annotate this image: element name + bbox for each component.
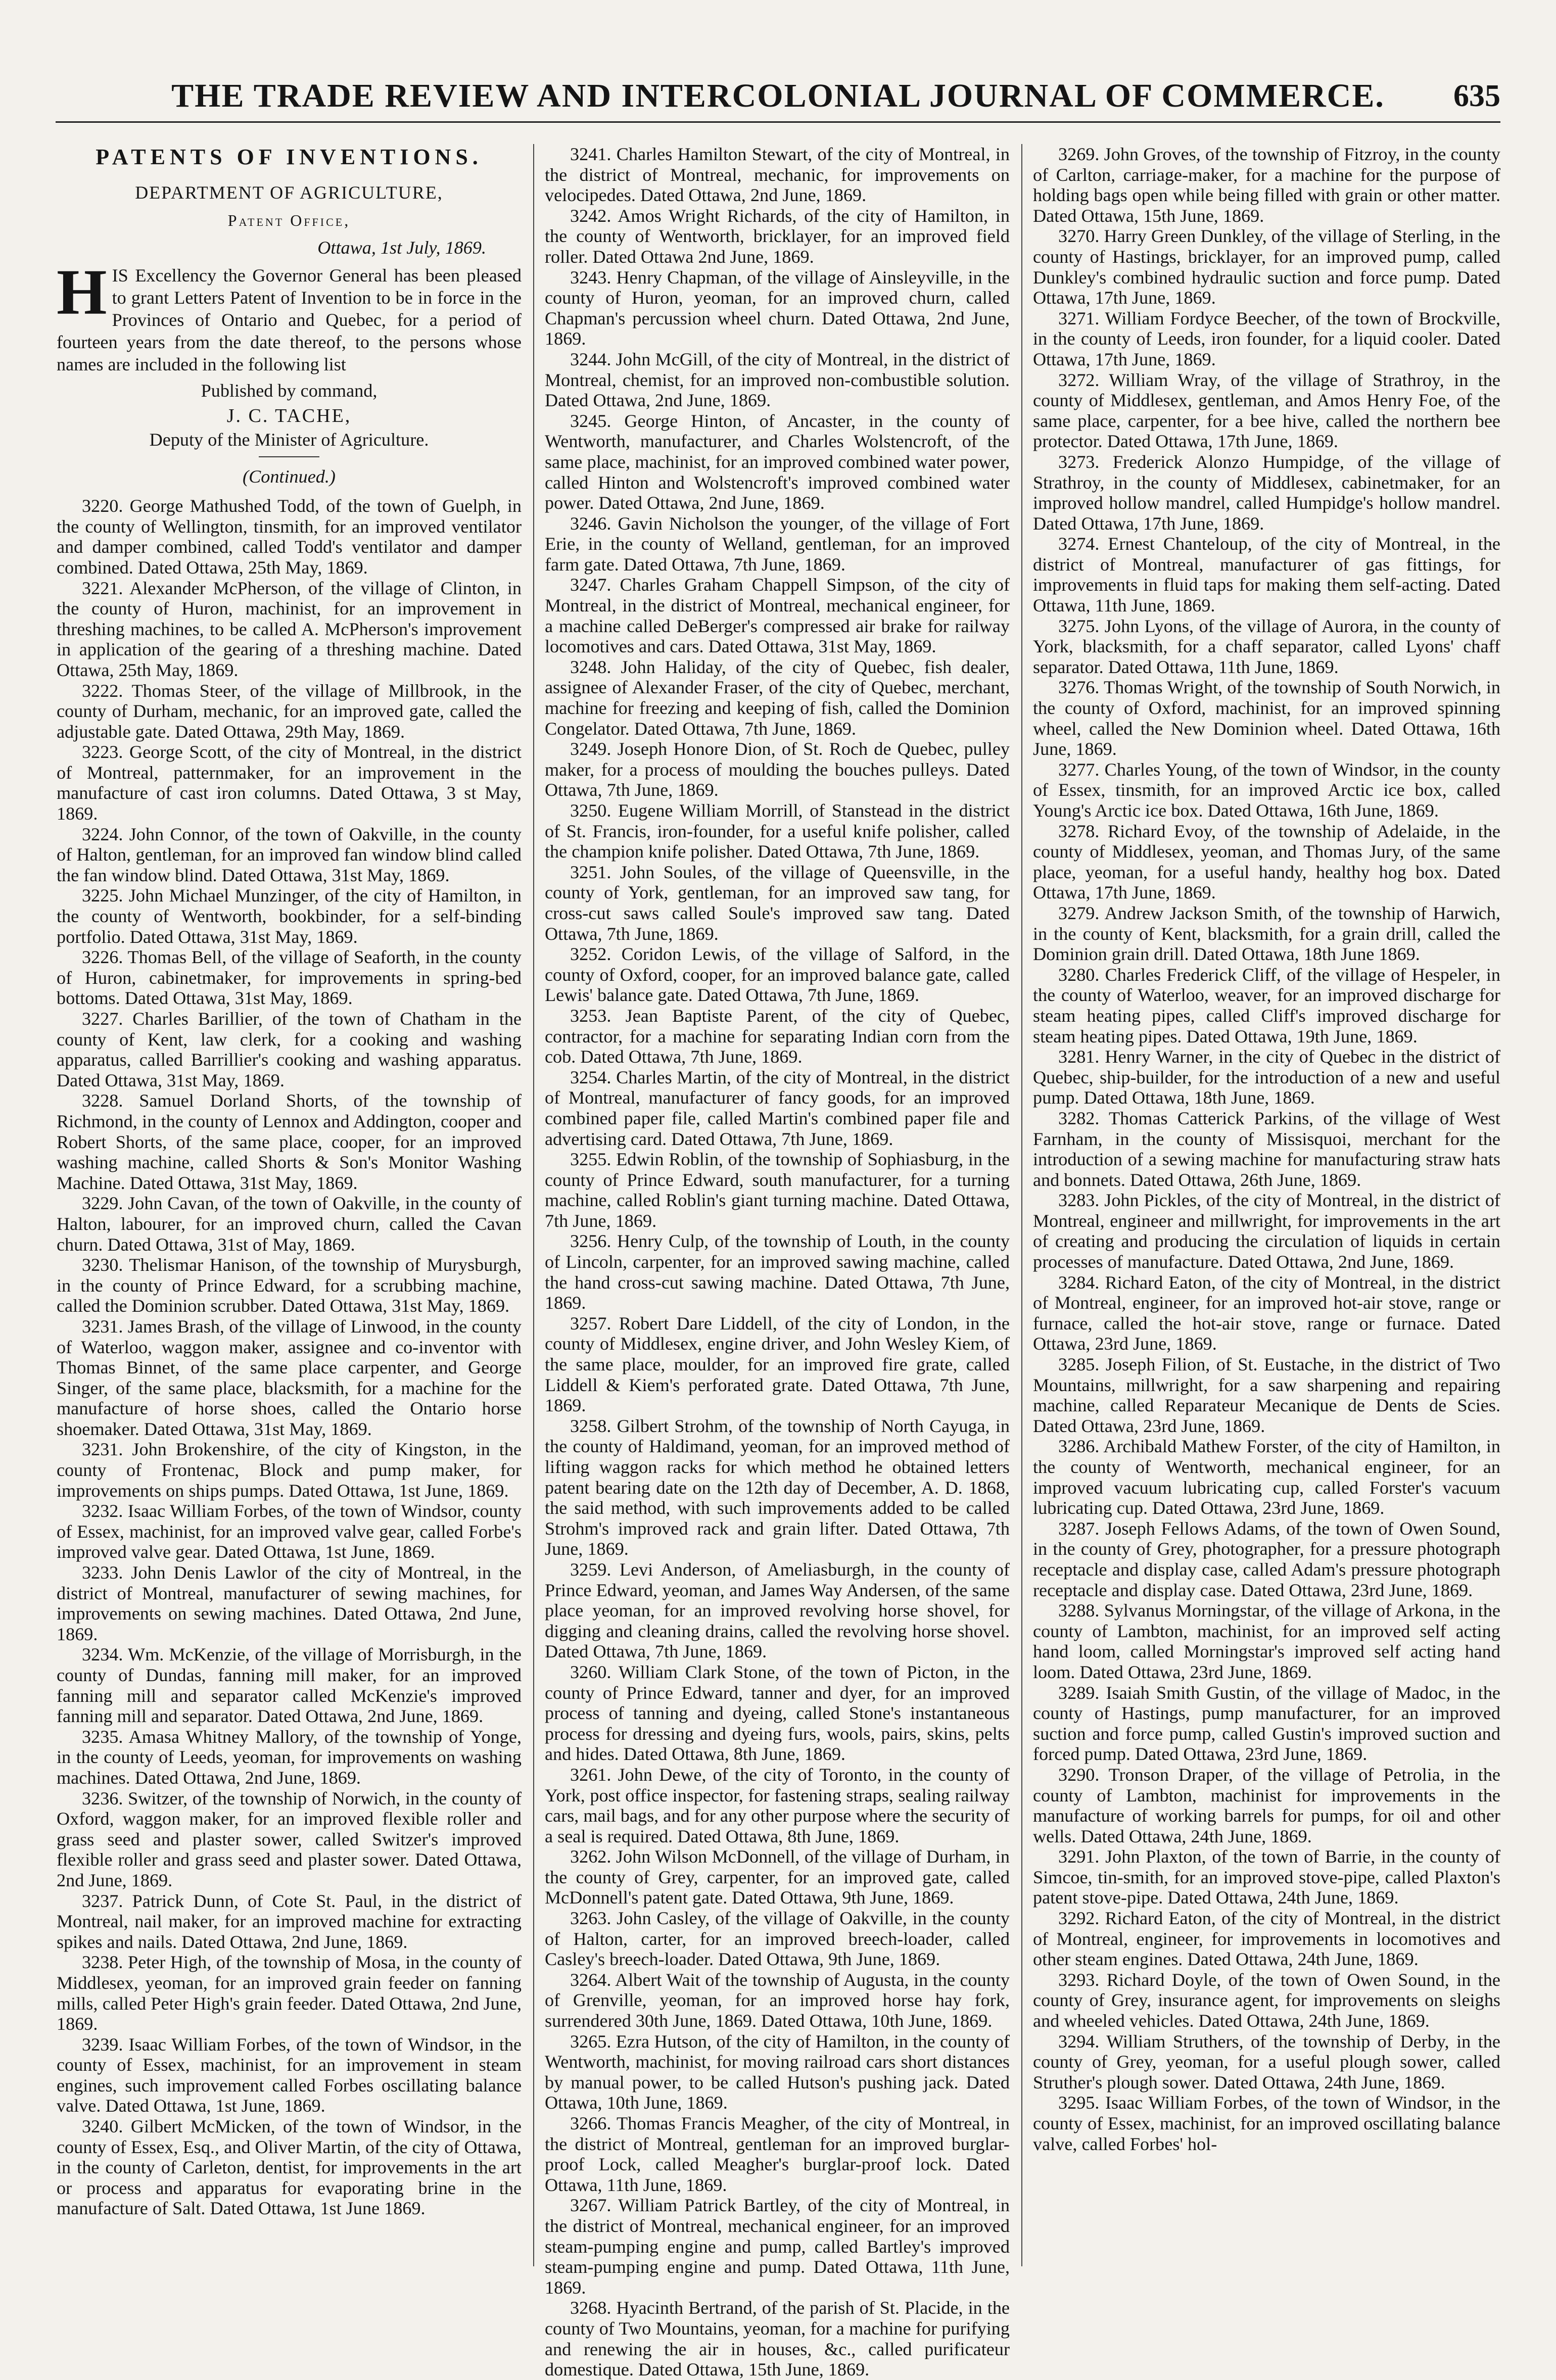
entries-column-2 [545,144,1010,2380]
divider-rule [259,456,319,457]
column-middle [545,144,1010,2380]
patent-entry: 3258. Gilbert Strohm, of the township of North Cayuga, in the county of Haldimand, yeoman, for an improved method of lifting waggon racks for which method he obtained letters patent bearing date on the 12th day of December, A. D. 1868, the said method, with such improvements added to be called Strohm's improved rack and grain lifter. Dated Ottawa, 7th June, 1869. [545,1415,1010,1559]
patent-entry: 3279. Andrew Jackson Smith, of the township of Harwich, in the county of Kent, blacksmith, for a grain drill, called the Dominion grain drill. Dated Ottawa, 18th June 1869. [1033,902,1500,965]
office-name: Patent Office, [227,211,351,229]
patent-entry: 3295. Isaac William Forbes, of the town of Windsor, in the county of Essex, machinist, for an improved oscillating balance valve, called Forbes' hol- [1033,2092,1500,2154]
page-header [56,76,1500,123]
patent-entry: 3233. John Denis Lawlor of the city of Montreal, in the district of Montreal, manufacturer of sewing machines, for improvements on sewing machines. Dated Ottawa, 2nd June, 1869. [57,1562,522,1644]
patent-entry: 3221. Alexander McPherson, of the village of Clinton, in the county of Huron, machinist, for an improvement in threshing machines, to be called A. McPherson's improvement in application of the gearing of a threshing machine. Dated Ottawa, 25th May, 1869. [57,578,522,680]
notice-dateline: Ottawa, 1st July, 1869. [317,237,486,258]
patent-entry: 3293. Richard Doyle, of the town of Owen Sound, in the county of Grey, insurance agent, for improvements on sleighs and wheeled vehicles. Dated Ottawa, 24th June, 1869. [1033,1969,1500,2031]
patent-entry: 3239. Isaac William Forbes, of the town of Windsor, in the county of Essex, machinist, for an improvement in steam engines, such improvement called Forbes oscillating balance valve. Dated Ottawa, 1st June, 1869. [57,2034,522,2116]
patent-entry: 3248. John Haliday, of the city of Quebec, fish dealer, assignee of Alexander Fraser, of the city of Quebec, merchant, machine for freezing and keeping of fish, called the Dominion Congelator. Dated Ottawa, 7th June, 1869. [545,656,1010,739]
patent-entry: 3268. Hyacinth Bertrand, of the parish of St. Placide, in the county of Two Mountains, yeoman, for a machine for purifying and renewing the air in houses, &c., called purificateur domestique. Dated Ottawa, 15th June, 1869. [545,2298,1010,2380]
column-divider [533,144,534,2266]
patent-entry: 3238. Peter High, of the township of Mosa, in the county of Middlesex, yeoman, for an improved grain feeder on fanning mills, called Peter High's grain feeder. Dated Ottawa, 2nd June, 1869. [57,1952,522,2034]
patent-entry: 3287. Joseph Fellows Adams, of the town of Owen Sound, in the county of Grey, photographer, for a pressure photograph receptacle and display case, called Adam's pressure photograph receptacle and display case. Dated Ottawa, 23rd June, 1869. [1033,1518,1500,1600]
patent-entry: 3243. Henry Chapman, of the village of Ainsleyville, in the county of Huron, yeoman, for an improved churn, called Chapman's percussion wheel churn. Dated Ottawa, 2nd June, 1869. [545,267,1010,349]
patent-entry: 3270. Harry Green Dunkley, of the village of Sterling, in the county of Hastings, bricklayer, for an improved pump, called Dunkley's combined hydraulic suction and force pump. Dated Ottawa, 17th June, 1869. [1033,226,1500,308]
patent-entry: 3237. Patrick Dunn, of Cote St. Paul, in the district of Montreal, nail maker, for an improved machine for extracting spikes and nails. Dated Ottawa, 2nd June, 1869. [57,1890,522,1952]
patent-entry: 3285. Joseph Filion, of St. Eustache, in the district of Two Mountains, millwright, for a saw sharpening and repairing machine, called Reparateur Mecanique de Dents de Scies. Dated Ottawa, 23rd June, 1869. [1033,1354,1500,1436]
patent-entry: 3262. John Wilson McDonnell, of the village of Durham, in the county of Grey, carpenter, for an improved gate, called McDonnell's patent gate. Dated Ottawa, 9th June, 1869. [545,1846,1010,1908]
patent-entry: 3292. Richard Eaton, of the city of Montreal, in the district of Montreal, engineer, for improvements in locomotives and other steam engines. Dated Ottawa, 24th June, 1869. [1033,1908,1500,1970]
page-number: 635 [1453,79,1500,113]
entries-column-3 [1033,144,1500,2154]
patent-entry: 3265. Ezra Hutson, of the city of Hamilton, in the county of Wentworth, machinist, for moving railroad cars short distances by manual power, to be called Hutson's pushing jack. Dated Ottawa, 10th June, 1869. [545,2031,1010,2113]
patent-entry: 3234. Wm. McKenzie, of the village of Morrisburgh, in the county of Dundas, fanning mill maker, for an improved fanning mill and separator called McKenzie's improved fanning mill and separator. Dated Ottawa, 2nd June, 1869. [57,1644,522,1727]
patent-entry: 3284. Richard Eaton, of the city of Montreal, in the district of Montreal, engineer, for an improved hot-air stove, range or furnace, called the hot-air stove, range or furnace. Dated Ottawa, 23rd June, 1869. [1033,1272,1500,1354]
patent-entry: 3253. Jean Baptiste Parent, of the city of Quebec, contractor, for a machine for separating Indian corn from the cob. Dated Ottawa, 7th June, 1869. [545,1005,1010,1067]
patent-entry: 3223. George Scott, of the city of Montreal, in the district of Montreal, patternmaker, for an improvement in the manufacture of cast iron columns. Dated Ottawa, 3 st May, 1869. [57,742,522,824]
patent-entry: 3228. Samuel Dorland Shorts, of the township of Richmond, in the county of Lennox and Addington, cooper and Robert Shorts, of the same place, cooper, for an improved washing machine, called Shorts & Son's Monitor Washing Machine. Dated Ottawa, 31st May, 1869. [57,1090,522,1193]
patent-entry: 3225. John Michael Munzinger, of the city of Hamilton, in the county of Wentworth, bookbinder, for a self-binding portfolio. Dated Ottawa, 31st May, 1869. [57,885,522,947]
section-title: PATENTS OF INVENTIONS. [96,145,483,169]
notice-intro [57,256,522,375]
patent-entry: 3255. Edwin Roblin, of the township of Sophiasburg, in the county of Prince Edward, south manufacturer, for a turning machine, called Roblin's giant turning machine. Dated Ottawa, 7th June, 1869. [545,1149,1010,1231]
published-by-line: Published by command, [201,380,378,401]
patent-entry: 3261. John Dewe, of the city of Toronto, in the county of York, post office inspector, for fastening straps, sealing railway cars, mail bags, and for any other purpose where the security of a seal is required. Dated Ottawa, 8th June, 1869. [545,1764,1010,1846]
patent-entry: 3254. Charles Martin, of the city of Montreal, in the district of Montreal, manufacturer of fancy goods, for an improved combined paper file, called Martin's combined paper file and advertising card. Dated Ottawa, 7th June, 1869. [545,1067,1010,1149]
patent-entry: 3264. Albert Wait of the township of Augusta, in the county of Grenville, yeoman, for an improved horse hay fork, surrendered 30th June, 1869. Dated Ottawa, 10th June, 1869. [545,1969,1010,2031]
signer-name: J. C. TACHE, [226,405,352,427]
patent-entry: 3252. Coridon Lewis, of the village of Salford, in the county of Oxford, cooper, for an improved balance gate, called Lewis' balance gate. Dated Ottawa, 7th June, 1869. [545,944,1010,1006]
patent-entry: 3232. Isaac William Forbes, of the town of Windsor, county of Essex, machinist, for an improved valve gear, called Forbe's improved valve gear. Dated Ottawa, 1st June, 1869. [57,1501,522,1562]
signer-title: Deputy of the Minister of Agriculture. [149,429,429,450]
patent-entry: 3226. Thomas Bell, of the village of Seaforth, in the county of Huron, cabinetmaker, for improvements in spring-bed bottoms. Dated Ottawa, 31st May, 1869. [57,947,522,1009]
patent-entry: 3259. Levi Anderson, of Ameliasburgh, in the county of Prince Edward, yeoman, and James Way Andersen, of the same place yeoman, for an improved revolving horse shovel, for digging and cleaning drains, called the revolving horse shovel. Dated Ottawa, 7th June, 1869. [545,1559,1010,1662]
patent-entry: 3289. Isaiah Smith Gustin, of the village of Madoc, in the county of Hastings, pump manufacturer, for an improved suction and force pump, called Gustin's improved suction and forced pump. Dated Ottawa, 23rd June, 1869. [1033,1682,1500,1765]
patent-entry: 3256. Henry Culp, of the township of Louth, in the county of Lincoln, carpenter, for an improved sawing machine, called the hand cross-cut sawing machine. Dated Ottawa, 7th June, 1869. [545,1231,1010,1313]
patent-entry: 3269. John Groves, of the township of Fitzroy, in the county of Carlton, carriage-maker, for a machine for the purpose of holding bags open while being filled with grain or other matter. Dated Ottawa, 15th June, 1869. [1033,144,1500,226]
patent-entry: 3294. William Struthers, of the township of Derby, in the county of Grey, yeoman, for a useful plough sower, called Struther's plough sower. Dated Ottawa, 24th June, 1869. [1033,2031,1500,2092]
department-name: DEPARTMENT OF AGRICULTURE, [135,182,443,203]
patent-entry: 3260. William Clark Stone, of the town of Picton, in the county of Prince Edward, tanner and dyer, for an improved process of tanning and dyeing, called Stone's instantaneous process for dressing and dyeing furs, wools, pairs, skins, pelts and hides. Dated Ottawa, 8th June, 1869. [545,1661,1010,1765]
notice-intro-text: IS Excellency the Governor General has been pleased to grant Letters Patent of Invention to be in force in the Provinces of Ontario and Quebec, for a period of fourteen years from the date thereof, to the persons whose names are included in the following list [57,265,522,374]
patent-entry: 3288. Sylvanus Morningstar, of the village of Arkona, in the county of Lambton, machinist, for an improved self acting hand loom, called Morningstar's improved self acting hand loom. Dated Ottawa, 23rd June, 1869. [1033,1600,1500,1682]
patent-entry: 3222. Thomas Steer, of the village of Millbrook, in the county of Durham, mechanic, for an improved gate, called the adjustable gate. Dated Ottawa, 29th May, 1869. [57,680,522,742]
patent-entry: 3281. Henry Warner, in the city of Quebec in the district of Quebec, ship-builder, for the introduction of a new and useful pump. Dated Ottawa, 18th June, 1869. [1033,1046,1500,1108]
patent-entry: 3242. Amos Wright Richards, of the city of Hamilton, in the county of Wentworth, bricklayer, for an improved field roller. Dated Ottawa 2nd June, 1869. [545,205,1010,267]
patent-entry: 3224. John Connor, of the town of Oakville, in the county of Halton, gentleman, for an improved fan window blind called the fan window blind. Dated Ottawa, 31st May, 1869. [57,824,522,885]
patent-entry: 3231. James Brash, of the village of Linwood, in the county of Waterloo, waggon maker, assignee and co-inventor with Thomas Binnet, of the same place carpenter, and George Singer, of the same place, blacksmith, for a machine for the manufacture of horse shoes, called the Ontario horse shoemaker. Dated Ottawa, 31st May, 1869. [57,1316,522,1439]
patent-entry: 3230. Thelismar Hanison, of the township of Murysburgh, in the county of Prince Edward, for a scrubbing machine, called the Dominion scrubber. Dated Ottawa, 31st May, 1869. [57,1255,522,1316]
patent-entry: 3286. Archibald Mathew Forster, of the city of Hamilton, in the county of Wentworth, mechanical engineer, for an improved vacuum lubricating cup, called Forster's vacuum lubricating cup. Dated Ottawa, 23rd June, 1869. [1033,1436,1500,1518]
patent-entry: 3244. John McGill, of the city of Montreal, in the district of Montreal, chemist, for an improved non-combustible solution. Dated Ottawa, 2nd June, 1869. [545,349,1010,411]
patent-entry: 3245. George Hinton, of Ancaster, in the county of Wentworth, manufacturer, and Charles Wolstencroft, of the same place, machinist, for an improved combined water power, called Hinton and Wolstencroft's improved combined water power. Dated Ottawa, 2nd June, 1869. [545,410,1010,513]
continued-note: (Continued.) [243,466,336,487]
patent-entry: 3247. Charles Graham Chappell Simpson, of the city of Montreal, in the district of Montreal, mechanical engineer, for a machine called DeBerger's compressed air brake for railway locomotives and cars. Dated Ottawa, 31st May, 1869. [545,575,1010,657]
patent-entry: 3250. Eugene William Morrill, of Stanstead in the district of St. Francis, iron-founder, for a useful knife polisher, called the champion knife polisher. Dated Ottawa, 7th June, 1869. [545,800,1010,862]
column-divider [1021,144,1022,2266]
patent-entry: 3246. Gavin Nicholson the younger, of the village of Fort Erie, in the county of Welland, gentleman, for an improved farm gate. Dated Ottawa, 7th June, 1869. [545,513,1010,575]
patent-entry: 3257. Robert Dare Liddell, of the city of London, in the county of Middlesex, engine driver, and John Wesley Kiem, of the same place, moulder, for an improved fire grate, called Liddell & Kiem's perforated grate. Dated Ottawa, 7th June, 1869. [545,1313,1010,1416]
patent-entry: 3280. Charles Frederick Cliff, of the village of Hespeler, in the county of Waterloo, weaver, for an improved discharge for steam heating pipes, called Cliff's improved discharge for steam heating pipes. Dated Ottawa, 19th June, 1869. [1033,964,1500,1046]
patent-entry: 3251. John Soules, of the village of Queensville, in the county of York, gentleman, for an improved saw tang, for cross-cut saws called Soule's improved saw tang. Dated Ottawa, 7th June, 1869. [545,862,1010,944]
patent-entry: 3276. Thomas Wright, of the township of South Norwich, in the county of Oxford, machinist, for an improved spinning wheel, called the New Dominion wheel. Dated Ottawa, 16th June, 1869. [1033,677,1500,759]
journal-title: THE TRADE REVIEW AND INTERCOLONIAL JOURNAL OF COMMERCE. [171,77,1385,114]
patent-entry: 3266. Thomas Francis Meagher, of the city of Montreal, in the district of Montreal, gentleman for an improved burglar-proof Lock, called Meagher's burglar-proof lock. Dated Ottawa, 11th June, 1869. [545,2113,1010,2195]
patent-notice [57,144,522,487]
column-left [57,144,522,2266]
patent-entry: 3263. John Casley, of the village of Oakville, in the county of Halton, carter, for an improved breech-loader, called Casley's breech-loader. Dated Ottawa, 9th June, 1869. [545,1908,1010,1970]
patent-entry: 3273. Frederick Alonzo Humpidge, of the village of Strathroy, in the county of Middlesex, cabinetmaker, for an improved hollow mandrel, called Humpidge's hollow mandrel. Dated Ottawa, 17th June, 1869. [1033,451,1500,534]
patent-entry: 3220. George Mathushed Todd, of the town of Guelph, in the county of Wellington, tinsmith, for an improved ventilator and damper combined, called Todd's ventilator and damper combined. Dated Ottawa, 25th May, 1869. [57,496,522,578]
patent-entry: 3241. Charles Hamilton Stewart, of the city of Montreal, in the district of Montreal, mechanic, for improvements on velocipedes. Dated Ottawa, 2nd June, 1869. [545,144,1010,206]
patent-entry: 3271. William Fordyce Beecher, of the town of Brockville, in the county of Leeds, iron founder, for a liquid cooler. Dated Ottawa, 17th June, 1869. [1033,308,1500,369]
patent-entry: 3291. John Plaxton, of the town of Barrie, in the county of Simcoe, tin-smith, for an improved stove-pipe, called Plaxton's patent stove-pipe. Dated Ottawa, 24th June, 1869. [1033,1846,1500,1908]
column-right [1033,144,1500,2266]
patent-entry: 3229. John Cavan, of the town of Oakville, in the county of Halton, labourer, for an improved churn, called the Cavan churn. Dated Ottawa, 31st of May, 1869. [57,1193,522,1255]
patent-entry: 3277. Charles Young, of the town of Windsor, in the county of Essex, tinsmith, for an improved Arctic ice box, called Young's Arctic ice box. Dated Ottawa, 16th June, 1869. [1033,759,1500,821]
patent-entry: 3249. Joseph Honore Dion, of St. Roch de Quebec, pulley maker, for a process of moulding the bouches pulleys. Dated Ottawa, 7th June, 1869. [545,739,1010,800]
patent-entry: 3282. Thomas Catterick Parkins, of the village of West Farnham, in the county of Missisquoi, merchant for the introduction of a sewing machine for manufacturing straw hats and bonnets. Dated Ottawa, 26th June, 1869. [1033,1108,1500,1190]
patent-entry: 3283. John Pickles, of the city of Montreal, in the district of Montreal, engineer and millwright, for improvements in the art of creating and producing the circulation of liquids in certain processes of manufacture. Dated Ottawa, 2nd June, 1869. [1033,1190,1500,1272]
patent-entry: 3290. Tronson Draper, of the village of Petrolia, in the county of Lambton, machinist for improvements in the manufacture of working barrels for pumps, for oil and other wells. Dated Ottawa, 24th June, 1869. [1033,1764,1500,1846]
patent-entry: 3235. Amasa Whitney Mallory, of the township of Yonge, in the county of Leeds, yeoman, for improvements on washing machines. Dated Ottawa, 2nd June, 1869. [57,1726,522,1788]
patent-entry: 3275. John Lyons, of the village of Aurora, in the county of York, blacksmith, for a chaff separator, called Lyons' chaff separator. Dated Ottawa, 11th June, 1869. [1033,615,1500,677]
patent-entry: 3278. Richard Evoy, of the township of Adelaide, in the county of Middlesex, yeoman, and Thomas Jury, of the same place, yeoman, for a useful handy, healthy hog box. Dated Ottawa, 17th June, 1869. [1033,821,1500,903]
patent-entry: 3274. Ernest Chanteloup, of the city of Montreal, in the district of Montreal, manufacturer of gas fittings, for improvements in fluid taps for making them self-acting. Dated Ottawa, 11th June, 1869. [1033,534,1500,616]
drop-cap: H [57,256,107,328]
patent-entry: 3236. Switzer, of the township of Norwich, in the county of Oxford, waggon maker, for an improved flexible roller and grass seed and plaster sower, called Switzer's improved flexible roller and grass seed and plaster sower. Dated Ottawa, 2nd June, 1869. [57,1788,522,1890]
patent-entry: 3267. William Patrick Bartley, of the city of Montreal, in the district of Montreal, mechanical engineer, for an improved steam-pumping engine and pump, called Bartley's improved steam-pumping engine and pump. Dated Ottawa, 11th June, 1869. [545,2195,1010,2298]
patent-entry: 3272. William Wray, of the village of Strathroy, in the county of Middlesex, gentleman, and Amos Henry Foe, of the same place, carpenter, for a bee hive, called the northern bee protector. Dated Ottawa, 17th June, 1869. [1033,369,1500,452]
patent-entry: 3240. Gilbert McMicken, of the town of Windsor, in the county of Essex, Esq., and Oliver Martin, of the city of Ottawa, in the county of Carleton, dentist, for improvements in the art or process and apparatus for evaporating brine in the manufacture of Salt. Dated Ottawa, 1st June 1869. [57,2116,522,2219]
entries-column-1 [57,496,522,2219]
patent-entry: 3227. Charles Barillier, of the town of Chatham in the county of Kent, law clerk, for a cooking and washing apparatus, called Barrillier's cooking and washing apparatus. Dated Ottawa, 31st May, 1869. [57,1009,522,1090]
patent-entry: 3231. John Brokenshire, of the city of Kingston, in the county of Frontenac, Block and pump maker, for improvements on ships pumps. Dated Ottawa, 1st June, 1869. [57,1439,522,1501]
